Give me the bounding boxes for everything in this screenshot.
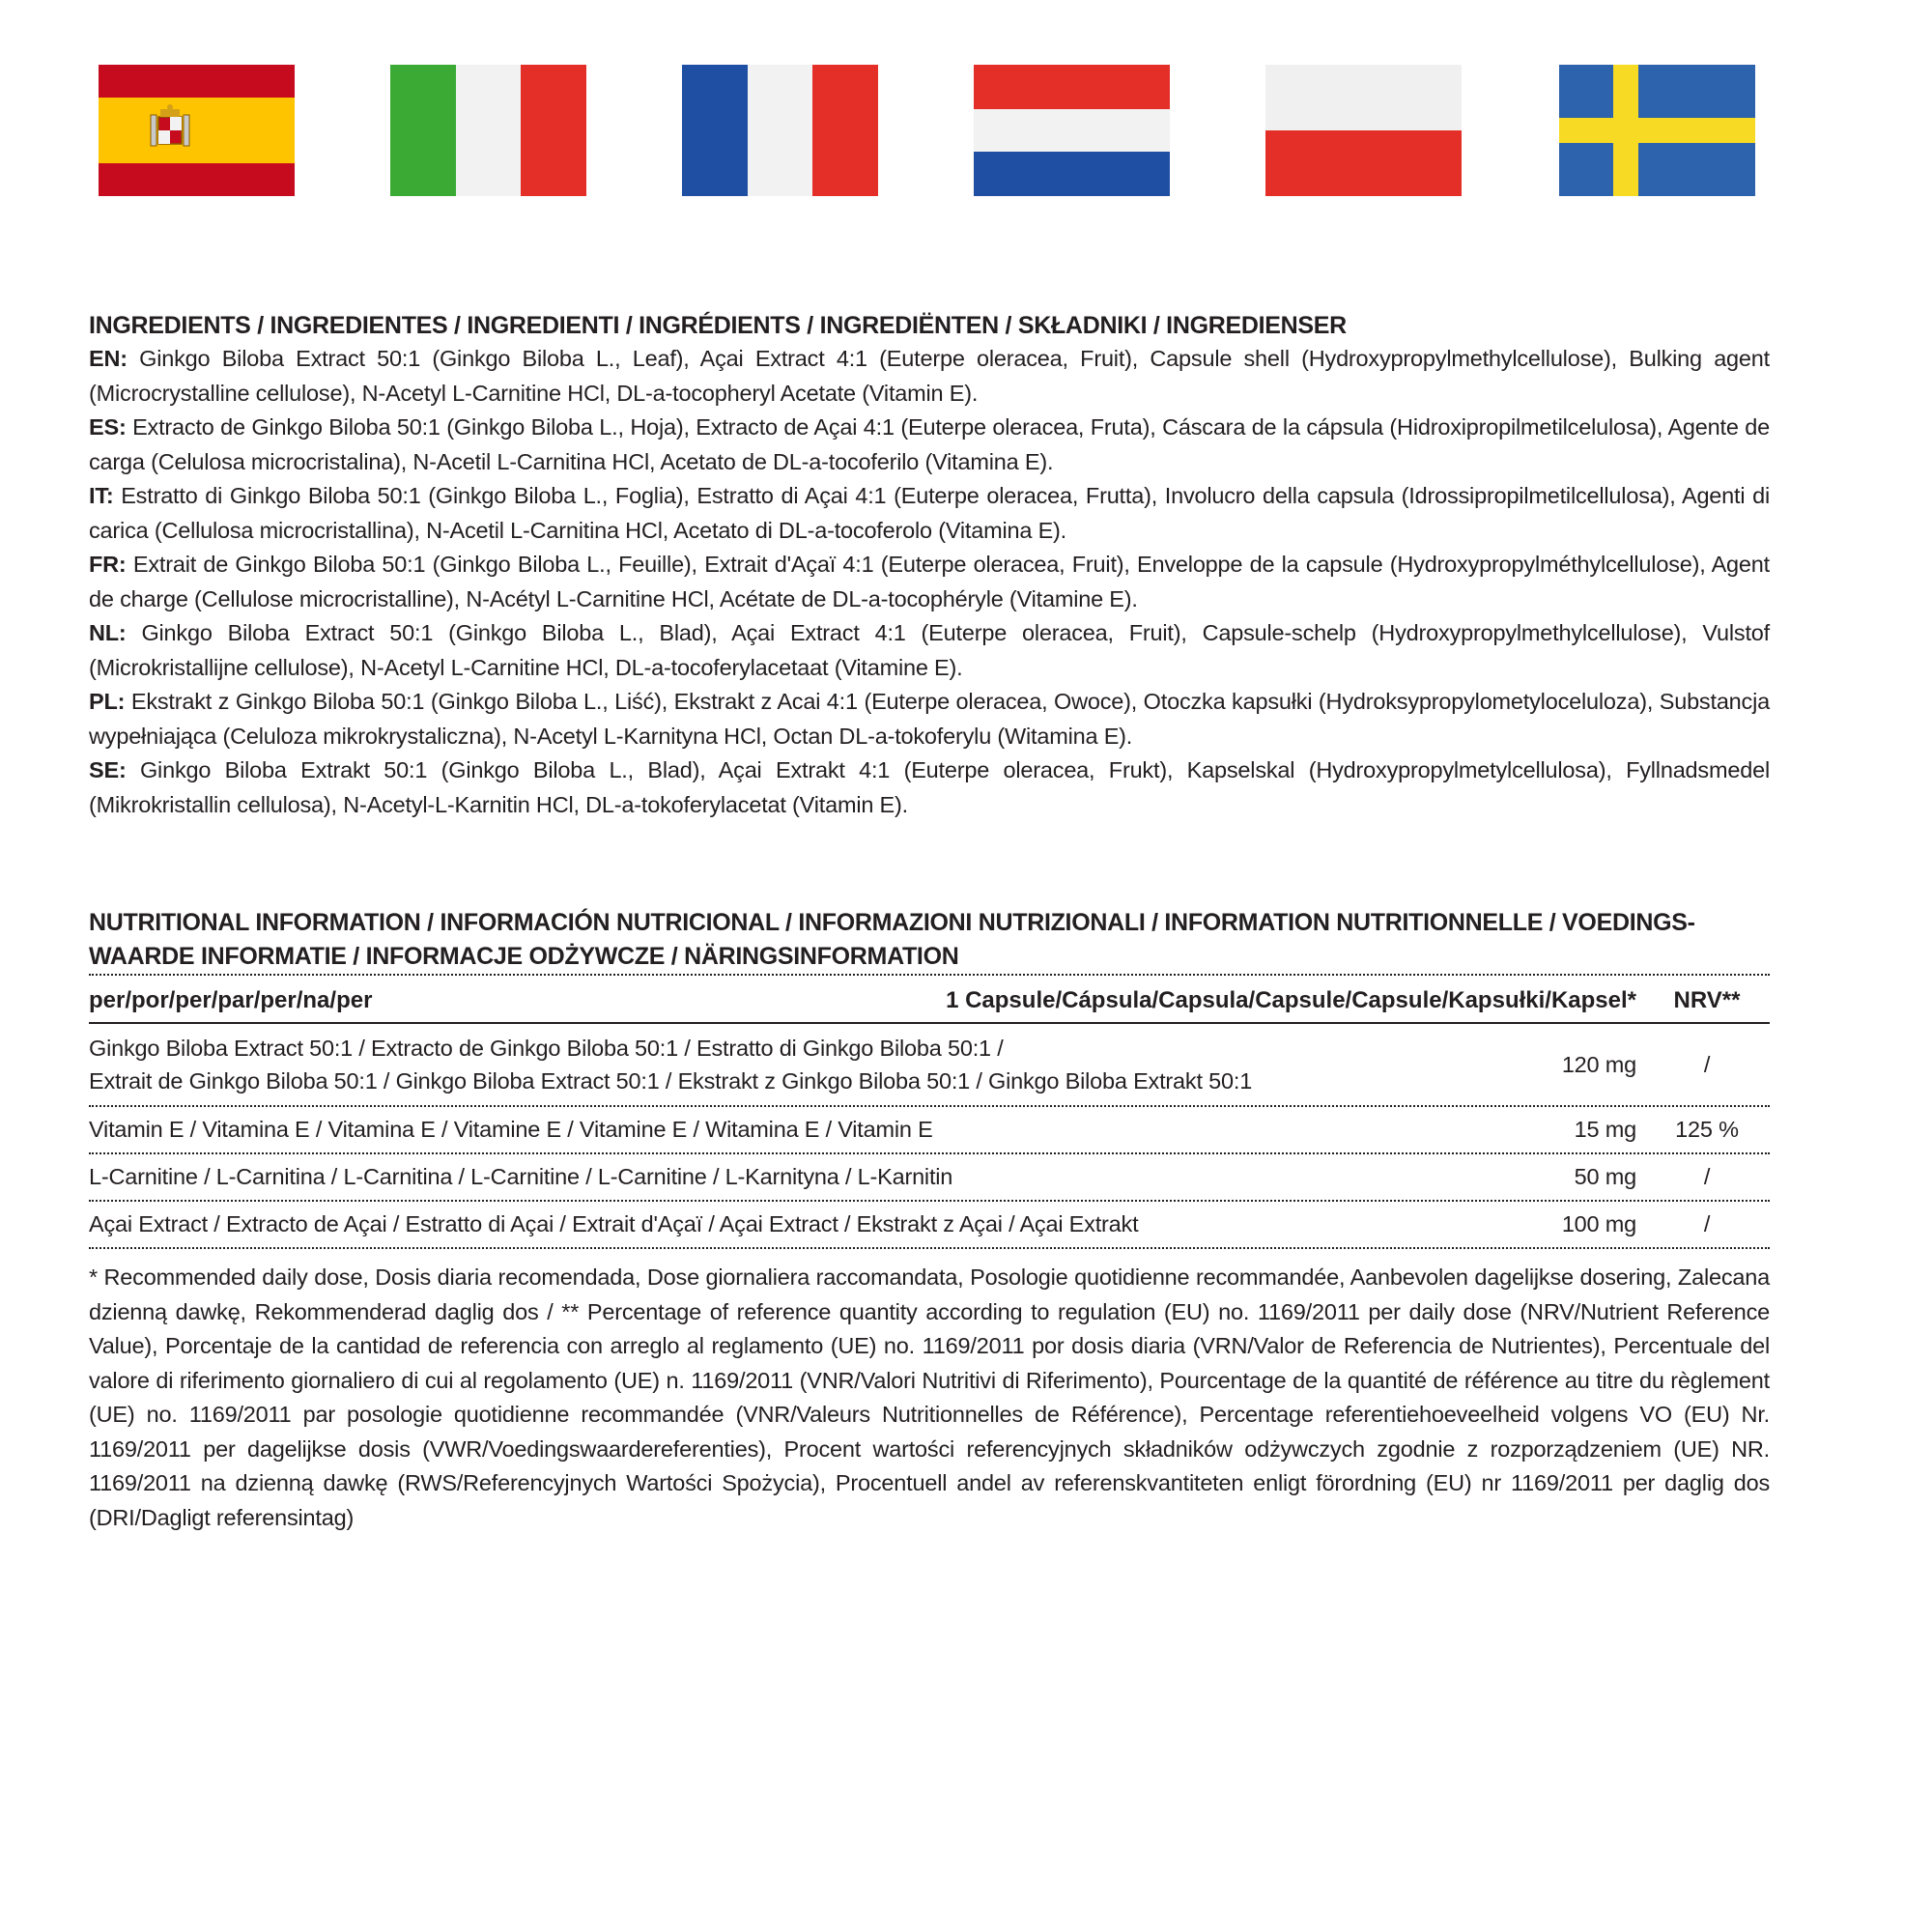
flags-row bbox=[0, 0, 1932, 213]
language-code: PL: bbox=[89, 689, 126, 714]
ingredients-heading: INGREDIENTS / INGREDIENTES / INGREDIENTI / INGRÉDIENTS / INGREDIËNTEN / SKŁADNIKI / INGREDIENSER bbox=[89, 312, 1347, 339]
nutrient-amount: 50 mg bbox=[1574, 1164, 1636, 1189]
nutrition-footnote: * Recommended daily dose, Dosis diaria recomendada, Dose giornaliera raccomandata, Posologie quotidienne recommandée, Aanbevolen dagelijkse dosering, Zalecana dzienną dawkę, Rekommenderad daglig dos / ** Percentage of reference quantity according to regulation (EU) no. 1169/2011 per daily dose (NRV/Nutrient Reference Value), Porcentaje de la cantidad de referencia con arreglo al reglamento (UE) no. 1169/2011 por dosis diaria (VRN/Valor de Referencia de Nutrientes), Percentuale del valore di riferimento giornaliero di cui al regolamento (UE) n. 1169/2011 (VNR/Valori Nutritivi di Riferimento), Pourcentage de la quantité de référence au titre du règlement (UE) no. 1169/2011 par posologie quotidienne recommandée (VNR/Valeurs Nutritionnelles de Référence), Percentage referentiehoeveelheid volgens VO (EU) Nr. 1169/2011 per dagelijkse dosis (VWR/Voedingswaardereferenties), Procent wartości referencyjnych składników odżywczych zgodnie z rozporządzeniem (UE) NR. 1169/2011 na dzienną dawkę (RWS/Referencyjnych Wartości Spożycia), Procentuell andel av referenskvantiteten enligt förordning (EU) nr 1169/2011 per daglig dos (DRI/Dagligt referensintag) bbox=[89, 1264, 1770, 1530]
table-row bbox=[89, 1154, 1770, 1202]
language-code: ES: bbox=[89, 414, 127, 440]
ingredients-text: Estratto di Ginkgo Biloba 50:1 (Ginkgo Biloba L., Foglia), Estratto di Açai 4:1 (Euterpe oleracea, Frutta), Involucro della capsula (Idrossipropilmetilcellulosa), Agenti di carica (Cellulosa microcristallina), N-Acetil L-Carnitina HCl, Acetato di DL-a-tocoferolo (Vitamina E). bbox=[89, 483, 1770, 543]
per-column-header: per/por/per/par/per/na/per bbox=[89, 987, 373, 1013]
ingredients-section bbox=[89, 309, 1770, 822]
nutrient-amount: 120 mg bbox=[1561, 1051, 1636, 1077]
ingredients-text: Ekstrakt z Ginkgo Biloba 50:1 (Ginkgo Biloba L., Liść), Ekstrakt z Acai 4:1 (Euterpe oleracea, Owoce), Otoczka kapsułki (Hydroksypropylometyloceluloza), Substancja wypełniająca (Celuloza mikrokrystaliczna), N-Acetyl L-Karnityna HCl, Octan DL-a-tokoferylu (Witamina E). bbox=[89, 689, 1770, 749]
italy-flag-icon bbox=[390, 65, 586, 196]
nutrient-nrv: / bbox=[1703, 1211, 1711, 1236]
nutrient-name-line: Extrait de Ginkgo Biloba 50:1 / Ginkgo Biloba Extract 50:1 / Ekstrakt z Ginkgo Biloba 50:1 / Ginkgo Biloba Extrakt 50:1 bbox=[89, 1068, 1253, 1094]
ingredients-fr bbox=[89, 548, 1770, 616]
language-code: FR: bbox=[89, 552, 127, 577]
nutrition-header-row bbox=[89, 980, 1770, 1024]
nutrient-name-line: Ginkgo Biloba Extract 50:1 / Extracto de Ginkgo Biloba 50:1 / Estratto di Ginkgo Biloba 50:1 / bbox=[89, 1036, 1004, 1061]
sweden-flag-icon bbox=[1559, 65, 1755, 196]
language-code: EN: bbox=[89, 346, 128, 371]
ingredients-text: Extracto de Ginkgo Biloba 50:1 (Ginkgo Biloba L., Hoja), Extracto de Açai 4:1 (Euterpe oleracea, Fruta), Cáscara de la cápsula (Hidroxipropilmetilcelulosa), Agente de carga (Celulosa microcristalina), N-Acetil L-Carnitina HCl, Acetato de DL-a-tocoferilo (Vitamina E). bbox=[89, 414, 1770, 474]
poland-flag-icon bbox=[1265, 65, 1462, 196]
nrv-column-header: NRV** bbox=[1673, 987, 1741, 1013]
nutrition-heading: NUTRITIONAL INFORMATION / INFORMACIÓN NUTRICIONAL / INFORMAZIONI NUTRIZIONALI / INFORMATION NUTRITIONNELLE / VOEDINGS-WAARDE INFORMATIE / INFORMACJE ODŻYWCZE / NÄRINGSINFORMATION bbox=[89, 906, 1770, 976]
nutrient-name: Vitamin E / Vitamina E / Vitamina E / Vitamine E / Vitamine E / Witamina E / Vitamin E bbox=[89, 1117, 933, 1142]
ingredients-text: Ginkgo Biloba Extract 50:1 (Ginkgo Biloba L., Leaf), Açai Extract 4:1 (Euterpe oleracea, Fruit), Capsule shell (Hydroxypropylmethylcellulose), Bulking agent (Microcrystalline cellulose), N-Acetyl L-Carnitine HCl, DL-a-tocopheryl Acetate (Vitamin E). bbox=[89, 346, 1770, 406]
nutrition-section bbox=[89, 906, 1770, 1535]
table-row bbox=[89, 1202, 1770, 1249]
ingredients-text: Ginkgo Biloba Extract 50:1 (Ginkgo Biloba L., Blad), Açai Extract 4:1 (Euterpe oleracea, Fruit), Capsule-schelp (Hydroxypropylmethylcellulose), Vulstof (Microkristallijne cellulose), N-Acetyl L-Carnitine HCl, DL-a-tocoferylacetaat (Vitamine E). bbox=[89, 620, 1770, 680]
ingredients-se bbox=[89, 753, 1770, 822]
ingredients-text: Ginkgo Biloba Extrakt 50:1 (Ginkgo Biloba L., Blad), Açai Extrakt 4:1 (Euterpe oleracea, Frukt), Kapselskal (Hydroxypropylmetylcellulosa), Fyllnadsmedel (Mikrokristallin cellulosa), N-Acetyl-L-Karnitin HCl, DL-a-tokoferylacetat (Vitamin E). bbox=[89, 757, 1770, 817]
nutrient-nrv: / bbox=[1703, 1164, 1711, 1189]
nutrient-name bbox=[89, 1032, 1385, 1097]
ingredients-text: Extrait de Ginkgo Biloba 50:1 (Ginkgo Biloba L., Feuille), Extrait d'Açaï 4:1 (Euterpe oleracea, Fruit), Enveloppe de la capsule (Hydroxypropylméthylcellulose), Agent de charge (Cellulose microcristalline), N-Acétyl L-Carnitine HCl, Acétate de DL-a-tocophéryle (Vitamine E). bbox=[89, 552, 1770, 611]
nutrient-name: Açai Extract / Extracto de Açai / Estratto di Açai / Extrait d'Açaï / Açai Extract / Ekstrakt z Açai / Açai Extrakt bbox=[89, 1211, 1139, 1236]
language-code: SE: bbox=[89, 757, 127, 782]
language-code: NL: bbox=[89, 620, 127, 645]
ingredients-nl bbox=[89, 616, 1770, 685]
ingredients-es bbox=[89, 411, 1770, 479]
spain-flag-icon bbox=[99, 65, 295, 196]
netherlands-flag-icon bbox=[974, 65, 1170, 196]
table-row bbox=[89, 1024, 1770, 1107]
nutrient-nrv: 125 % bbox=[1675, 1117, 1739, 1142]
nutrient-amount: 15 mg bbox=[1574, 1117, 1636, 1142]
nutrient-name: L-Carnitine / L-Carnitina / L-Carnitina / L-Carnitine / L-Carnitine / L-Karnityna / L-Karnitin bbox=[89, 1164, 953, 1189]
serving-column-header: 1 Capsule/Cápsula/Capsula/Capsule/Capsule/Kapsułki/Kapsel* bbox=[946, 987, 1636, 1013]
france-flag-icon bbox=[682, 65, 878, 196]
ingredients-it bbox=[89, 479, 1770, 548]
table-row bbox=[89, 1107, 1770, 1154]
ingredients-pl bbox=[89, 685, 1770, 753]
nutrient-amount: 100 mg bbox=[1561, 1211, 1636, 1236]
language-code: IT: bbox=[89, 483, 114, 508]
nutrient-nrv: / bbox=[1703, 1051, 1711, 1077]
ingredients-en bbox=[89, 342, 1770, 411]
